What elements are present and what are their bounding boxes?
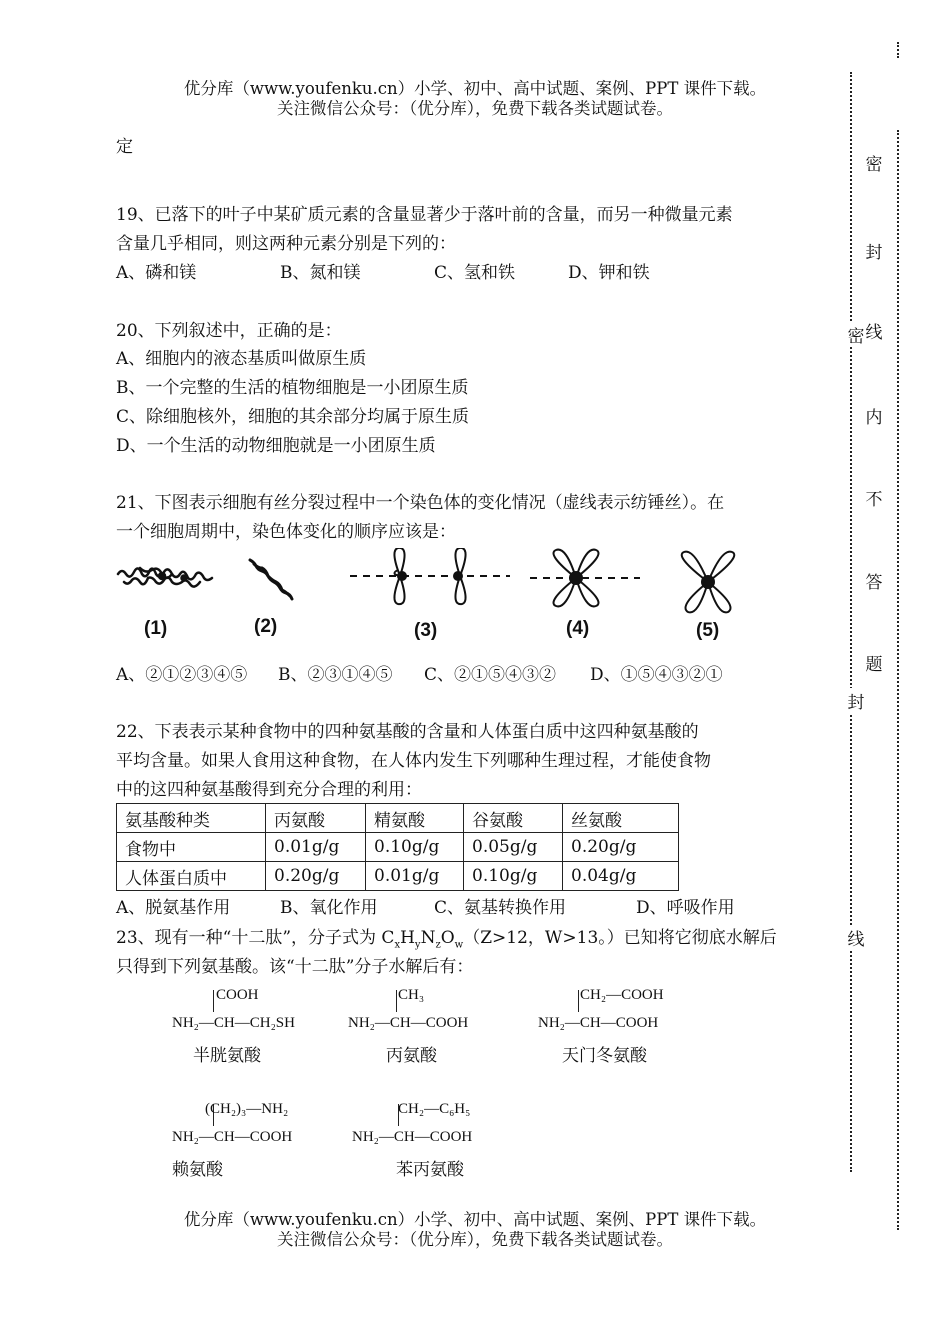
q21-option-a: A、②①②③④⑤	[116, 665, 248, 685]
q19-option-c: C、氢和铁	[434, 263, 516, 283]
seal-char: 不	[865, 490, 883, 510]
q22-stem-2: 平均含量。如果人食用这种食物，在人体内发生下列哪种生理过程，才能使食物	[116, 751, 711, 771]
footer-line-2: 关注微信公众号：（优分库），免费下载各类试题试卷。	[277, 1230, 673, 1249]
chromosome-3-drawing	[350, 548, 510, 604]
q21-stem-1: 21、下图表示细胞有丝分裂过程中一个染色体的变化情况（虚线表示纺锤丝）。在	[116, 493, 725, 513]
alanine-backbone: NH₂—CH—COOH	[348, 1015, 469, 1031]
figure-label-2: (2)	[254, 616, 278, 637]
q23-stem-1-start: 23、现有一种“十二肽”，分子式为 C	[116, 928, 395, 948]
aspartic-backbone: NH₂—CH—COOH	[538, 1015, 659, 1031]
q20-option-b: B、一个完整的生活的植物细胞是一小团原生质	[116, 378, 469, 398]
phenylalanine-name: 苯丙氨酸	[396, 1160, 464, 1180]
aspartic-name: 天门冬氨酸	[562, 1046, 647, 1066]
phenylalanine-side-chain: CH₂—C₆H₅	[398, 1101, 471, 1117]
lysine-side-chain: (CH₂)₃—NH₂	[205, 1101, 289, 1117]
footer-line-1: 优分库（www.youfenku.cn）小学、初中、高中试题、案例、PPT 课件下载。	[183, 1210, 767, 1229]
q22-option-b: B、氧化作用	[280, 898, 378, 918]
q23-stem-1	[116, 927, 777, 956]
cysteine-backbone: NH₂—CH—CH₂SH	[172, 1015, 295, 1031]
formula-o-sub: w	[454, 939, 464, 951]
formula-c-sub: x	[394, 939, 401, 951]
table-cell: 人体蛋白质中	[117, 862, 266, 891]
table-cell: 0.20g/g	[563, 833, 679, 862]
table-row	[117, 862, 679, 891]
seal-char: 封	[846, 688, 866, 713]
figure-label-3: (3)	[414, 620, 438, 641]
formula-n-sub: z	[435, 939, 441, 951]
seal-dotted-line-right	[897, 130, 899, 1230]
table-header-cell: 精氨酸	[366, 804, 464, 833]
q19-stem-2: 含量几乎相同，则这两种元素分别是下列的：	[116, 234, 456, 254]
seal-char: 线	[846, 925, 866, 950]
seal-dotted-line-left	[850, 72, 852, 1172]
amino-acid-table	[116, 803, 679, 891]
seal-char: 密	[846, 322, 866, 347]
q21-option-d: D、①⑤④③②①	[590, 665, 723, 685]
lysine-backbone: NH₂—CH—COOH	[172, 1129, 293, 1145]
seal-char: 答	[865, 573, 883, 593]
formula-h-sub: y	[414, 939, 421, 951]
figure-label-1: (1)	[144, 618, 168, 639]
seal-char: 密	[865, 155, 883, 175]
figure-label-5: (5)	[696, 620, 720, 641]
chromosome-2-drawing	[250, 560, 292, 599]
cysteine-name: 半胱氨酸	[193, 1046, 261, 1066]
table-header-cell: 丙氨酸	[266, 804, 366, 833]
table-cell: 0.04g/g	[563, 862, 679, 891]
chromosome-4-drawing	[530, 550, 640, 607]
q22-option-c: C、氨基转换作用	[434, 898, 567, 918]
q20-stem: 20、下列叙述中，正确的是：	[116, 321, 342, 341]
table-header-row	[117, 804, 679, 833]
table-cell: 0.10g/g	[366, 833, 464, 862]
table-header-cell: 谷氨酸	[464, 804, 563, 833]
q23-stem-1-end: （Z>12，W>13。）已知将它彻底水解后	[463, 928, 777, 948]
table-cell: 0.01g/g	[366, 862, 464, 891]
alanine-side-chain: CH₃	[398, 987, 425, 1003]
q19-stem-1: 19、已落下的叶子中某矿质元素的含量显著少于落叶前的含量，而另一种微量元素	[116, 205, 733, 225]
seal-char: 题	[865, 655, 883, 675]
table-cell: 0.20g/g	[266, 862, 366, 891]
q20-option-d: D、一个生活的动物细胞就是一小团原生质	[116, 436, 436, 456]
seal-char: 封	[865, 243, 883, 263]
table-header-cell: 丝氨酸	[563, 804, 679, 833]
table-header-cell: 氨基酸种类	[117, 804, 266, 833]
q23-stem-2: 只得到下列氨基酸。该“十二肽”分子水解后有：	[116, 957, 474, 977]
phenylalanine-backbone: NH₂—CH—COOH	[352, 1129, 473, 1145]
figure-label-4: (4)	[566, 618, 590, 639]
q22-stem-1: 22、下表表示某种食物中的四种氨基酸的含量和人体蛋白质中这四种氨基酸的	[116, 722, 699, 742]
q22-option-d: D、呼吸作用	[636, 898, 735, 918]
q19-option-b: B、氮和镁	[280, 263, 361, 283]
seal-char: 内	[865, 408, 883, 428]
header-line-1: 优分库（www.youfenku.cn）小学、初中、高中试题、案例、PPT 课件下载。	[183, 79, 767, 98]
table-cell: 0.10g/g	[464, 862, 563, 891]
seal-dotted-mark-top	[897, 42, 899, 58]
q21-option-c: C、②①⑤④③②	[424, 665, 557, 685]
q21-stem-2: 一个细胞周期中，染色体变化的顺序应该是：	[116, 522, 456, 542]
aspartic-side-chain: CH₂—COOH	[580, 987, 664, 1003]
table-cell: 0.05g/g	[464, 833, 563, 862]
alanine-name: 丙氨酸	[386, 1046, 437, 1066]
lysine-name: 赖氨酸	[172, 1160, 223, 1180]
formula-o: O	[440, 928, 455, 948]
table-cell: 食物中	[117, 833, 266, 862]
header-line-2: 关注微信公众号：（优分库），免费下载各类试题试卷。	[277, 99, 673, 118]
seal-char: 线	[865, 323, 883, 343]
formula-n: N	[420, 928, 436, 948]
q20-option-c: C、除细胞核外，细胞的其余部分均属于原生质	[116, 407, 470, 427]
q21-option-b: B、②③①④⑤	[278, 665, 393, 685]
carryover-text: 定	[116, 137, 133, 157]
chromosome-1-drawing	[118, 568, 212, 587]
q19-option-a: A、磷和镁	[116, 263, 197, 283]
table-row	[117, 833, 679, 862]
q19-option-d: D、钾和铁	[568, 263, 650, 283]
cysteine-side-chain: COOH	[216, 987, 259, 1003]
q22-option-a: A、脱氨基作用	[116, 898, 231, 918]
q20-option-a: A、细胞内的液态基质叫做原生质	[116, 349, 367, 369]
q22-stem-3: 中的这四种氨基酸得到充分合理的利用：	[116, 780, 422, 800]
chromosome-figure	[110, 548, 750, 644]
table-cell: 0.01g/g	[266, 833, 366, 862]
formula-h: H	[400, 928, 415, 948]
chromosome-5-drawing	[682, 552, 735, 613]
